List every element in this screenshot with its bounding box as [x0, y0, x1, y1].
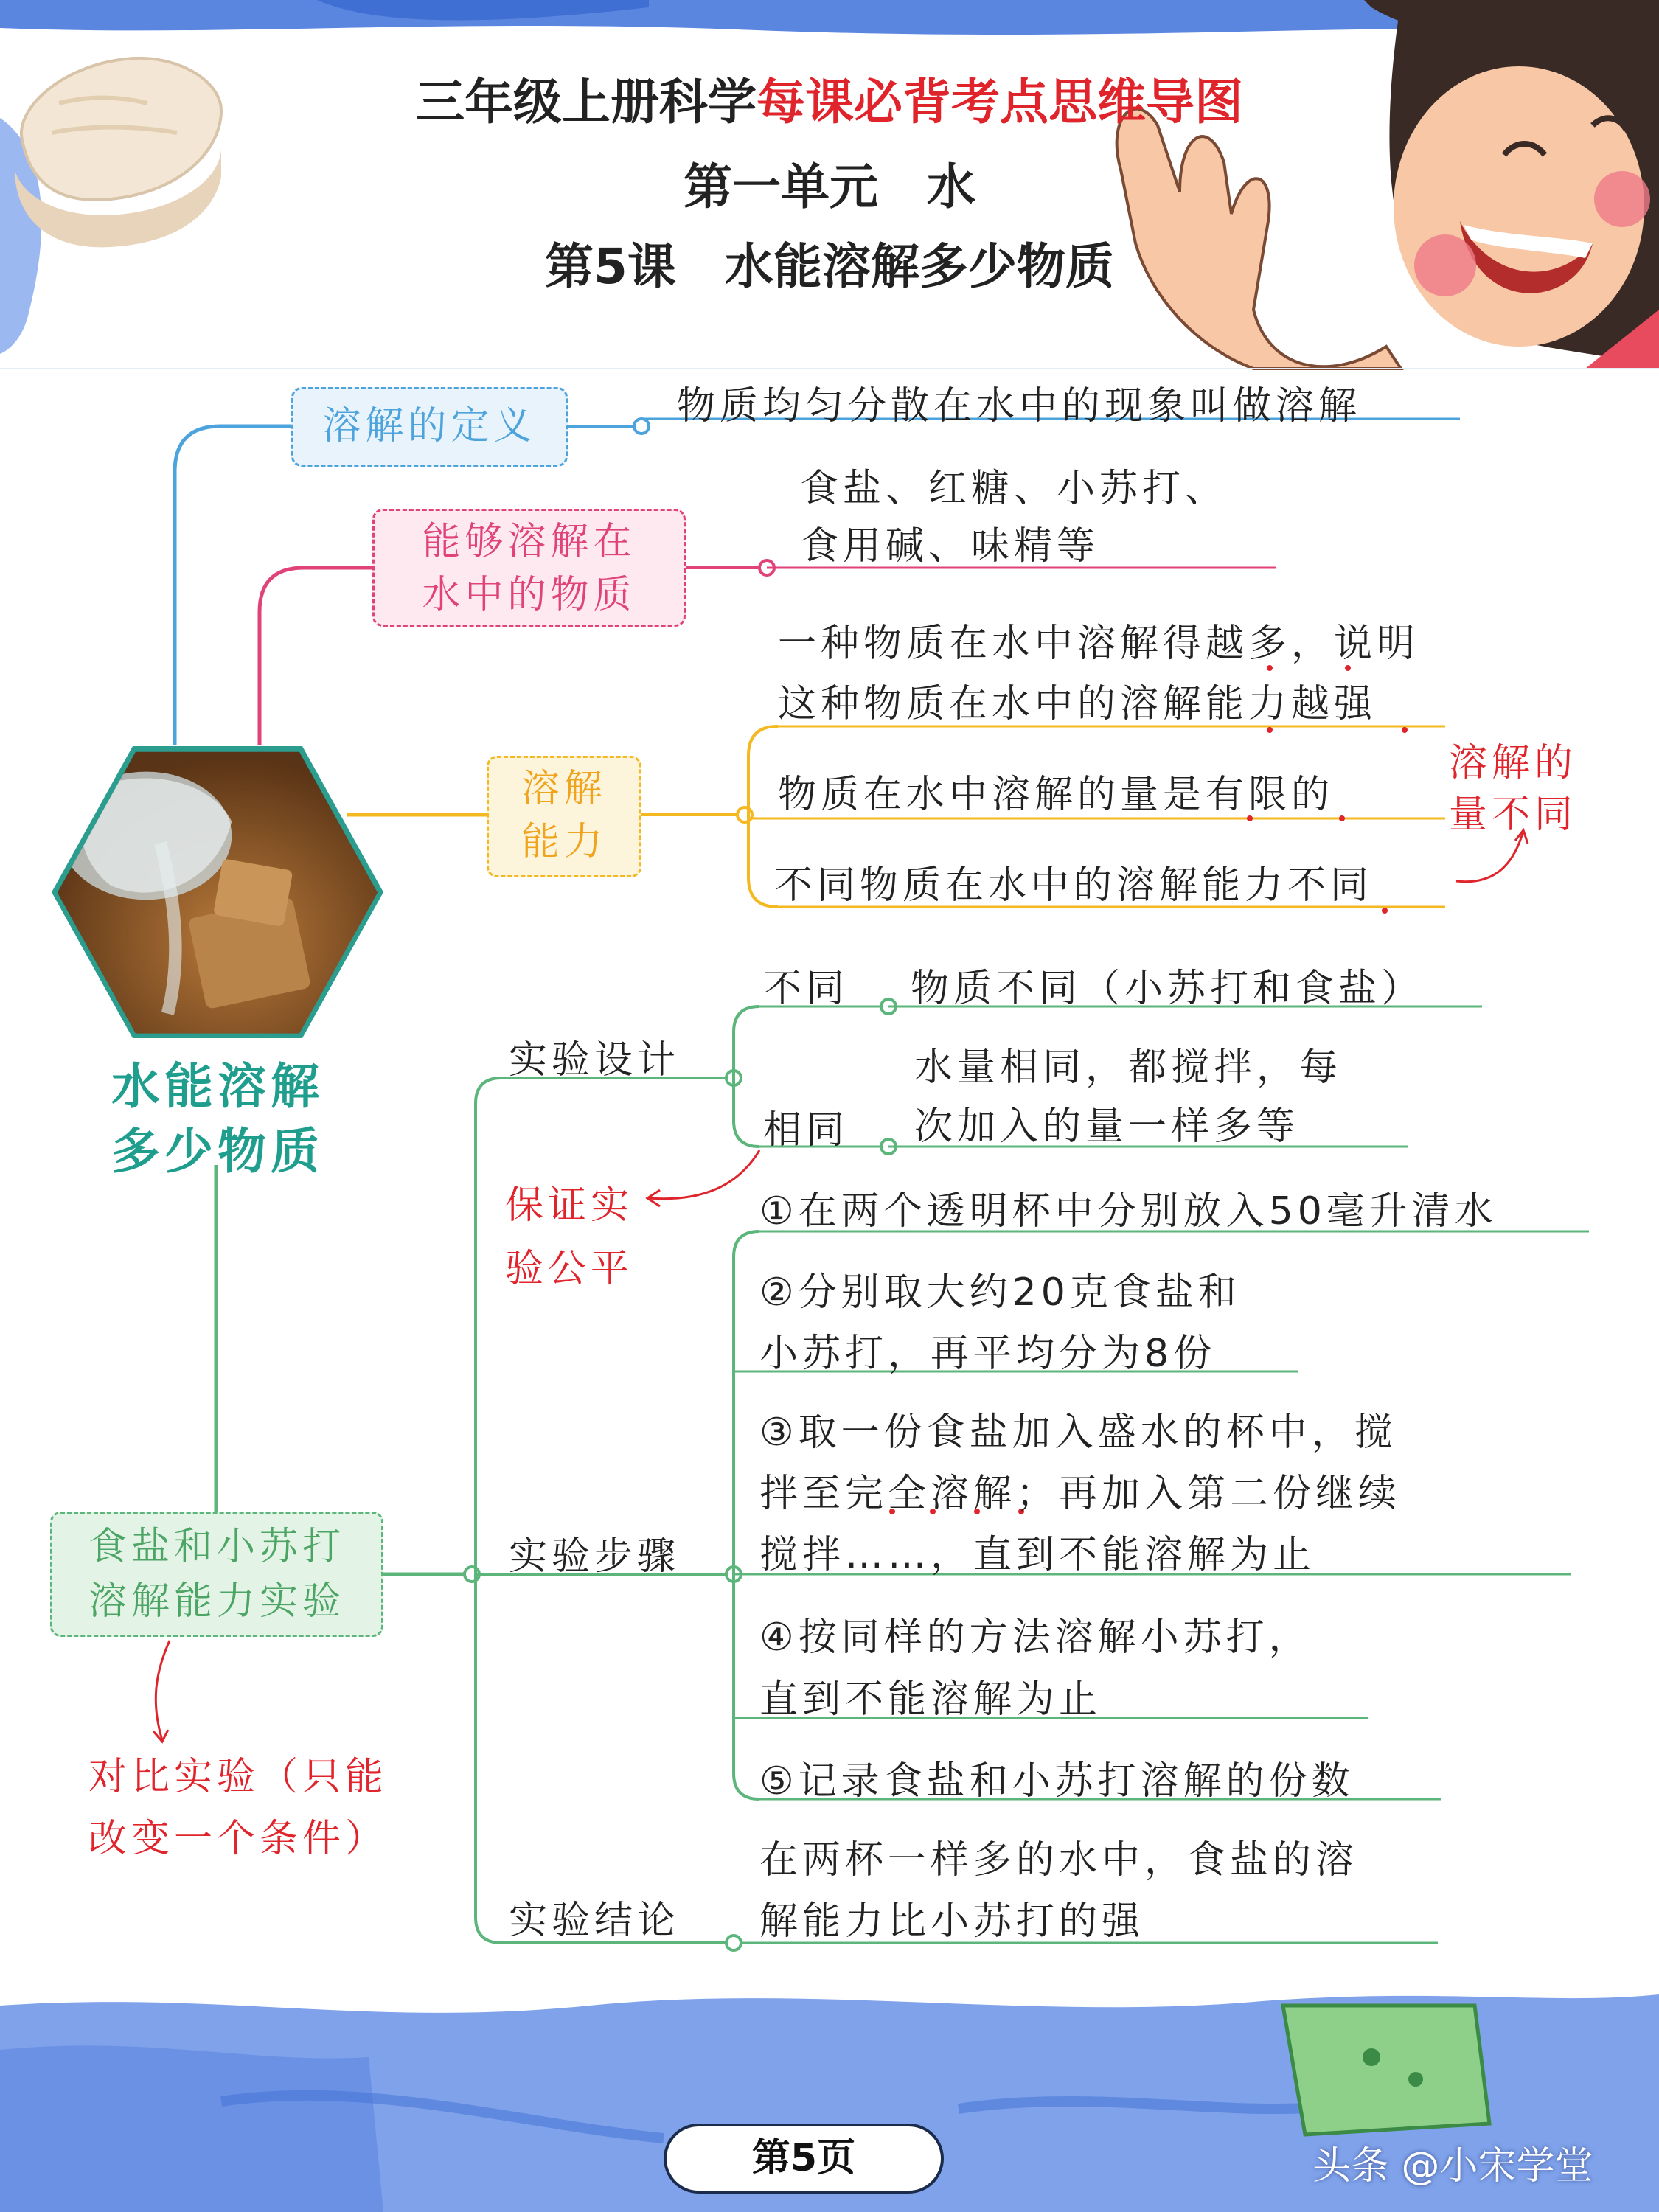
- unit-title: 第一单元 水: [684, 159, 975, 215]
- page-number-badge: 第5页: [664, 2124, 944, 2194]
- step-3-line3: 搅拌……，直到不能溶解为止: [759, 1533, 1316, 1577]
- ability-node: [487, 756, 641, 877]
- design-label: 实验设计: [509, 1038, 681, 1082]
- design-diff-text: 物质不同（小苏打和食盐）: [911, 967, 1425, 1011]
- design-same-label: 相同: [763, 1108, 849, 1152]
- ability-label-line2: 能力: [521, 820, 607, 864]
- title-red-part: 每课必背考点思维导图: [757, 74, 1243, 131]
- ability-note-line1: 溶解的: [1449, 741, 1578, 785]
- step-2-line2: 小苏打，再平均分为8份: [759, 1332, 1217, 1376]
- design-same-line1: 水量相同，都搅拌，每: [914, 1046, 1343, 1090]
- experiment-note-line1: 对比实验（只能: [88, 1755, 389, 1799]
- ability-note: [1449, 737, 1577, 841]
- conclusion-line2: 解能力比小苏打的强: [759, 1899, 1145, 1944]
- experiment-note-line2: 改变一个条件）: [88, 1817, 389, 1861]
- experiment-label-line1: 食盐和小苏打: [88, 1525, 345, 1569]
- experiment-node: [50, 1512, 383, 1637]
- title-black-part: 三年级上册科学: [416, 74, 757, 131]
- step-4-line2: 直到不能溶解为止: [759, 1677, 1102, 1722]
- step-3-line2: 拌至完全溶解；再加入第二份继续: [759, 1472, 1402, 1516]
- experiment-note: [88, 1746, 388, 1870]
- center-title-line2: 多少物质: [111, 1123, 324, 1180]
- ability-item2: 物质在水中溶解的量是有限的: [778, 773, 1335, 817]
- conclusion-label: 实验结论: [509, 1899, 681, 1943]
- page-title: [0, 63, 1659, 133]
- design-same-line2: 次加入的量一样多等: [914, 1105, 1300, 1149]
- ability-item1-line1: 一种物质在水中溶解得越多，说明: [778, 622, 1420, 666]
- soluble-label-line2: 水中的物质: [422, 573, 636, 617]
- design-note-line1: 保证实: [505, 1183, 634, 1228]
- experiment-label-line2: 溶解能力实验: [88, 1579, 345, 1624]
- ability-item3: 不同物质在水中的溶解能力不同: [774, 863, 1374, 908]
- soluble-node: [372, 509, 686, 627]
- center-topic: [85, 1054, 350, 1184]
- soluble-text-line2: 食用碱、味精等: [800, 524, 1100, 568]
- soluble-label-line1: 能够溶解在: [422, 520, 636, 564]
- step-4-line1: ④按同样的方法溶解小苏打，: [759, 1615, 1312, 1660]
- step-5: ⑤记录食盐和小苏打溶解的份数: [759, 1759, 1354, 1804]
- ability-note-line2: 量不同: [1449, 793, 1578, 837]
- ability-label-line1: 溶解: [521, 767, 607, 811]
- definition-text: 物质均匀分散在水中的现象叫做溶解: [677, 384, 1362, 428]
- step-3-line1: ③取一份食盐加入盛水的杯中，搅: [759, 1411, 1397, 1455]
- steps-label: 实验步骤: [509, 1534, 681, 1579]
- lesson-title: 第5课 水能溶解多少物质: [545, 238, 1114, 295]
- soluble-text-line1: 食盐、红糖、小苏打、: [800, 467, 1228, 511]
- sugar-dissolving-photo: [48, 737, 387, 1047]
- center-title-line1: 水能溶解: [111, 1058, 324, 1115]
- definition-node: 溶解的定义: [291, 387, 568, 467]
- design-diff-label: 不同: [763, 967, 849, 1011]
- step-1: ①在两个透明杯中分别放入50毫升清水: [759, 1189, 1498, 1234]
- conclusion-line1: 在两杯一样多的水中，食盐的溶: [759, 1838, 1359, 1882]
- ability-item1-line2: 这种物质在水中的溶解能力越强: [778, 682, 1377, 726]
- watermark: 头条 @小宋学堂: [1312, 2144, 1593, 2188]
- step-2-line1: ②分别取大约20克食盐和: [759, 1270, 1241, 1315]
- design-note: [505, 1174, 633, 1301]
- design-note-line2: 验公平: [505, 1247, 634, 1291]
